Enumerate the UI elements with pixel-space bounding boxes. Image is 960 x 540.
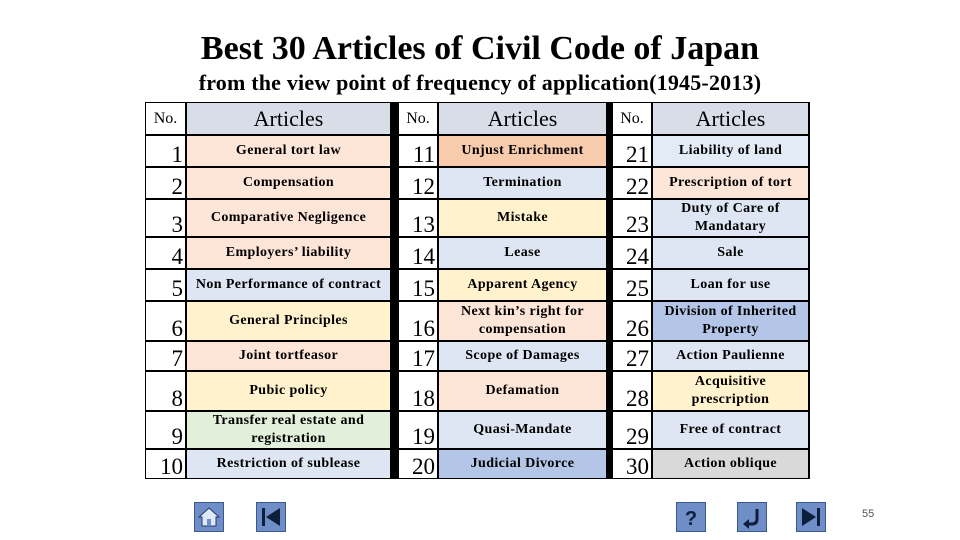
article-rank-text: 16 [412,316,435,340]
article-rank-text: 8 [171,386,183,410]
article-name [439,136,606,166]
article-rank-text: 29 [626,424,649,448]
articles-column-header [187,103,390,134]
article-name-text: Pubic policy [249,382,328,398]
slide-subtitle: from the view point of frequency of application(1945-2013) [198,70,762,95]
no-column-header-text: No. [153,109,178,127]
article-name-text: Restriction of sublease [216,455,361,471]
article-rank-text: 1 [171,142,183,166]
article-rank [399,450,437,478]
article-rank-text: 4 [171,244,183,268]
article-name-text: Prescription of tort [669,174,792,190]
articles-column-header-text: Articles [695,105,766,131]
help-button[interactable] [676,502,706,532]
article-rank [146,412,185,448]
article-rank [146,302,185,340]
article-rank-text: 15 [412,276,435,300]
article-rank [613,302,651,340]
article-rank-text: 28 [626,386,649,410]
article-rank-text: 22 [626,174,649,198]
article-rank-text: 26 [626,316,649,340]
article-name-text: Unjust Enrichment [461,142,584,158]
page-number: 55 [862,508,875,520]
return-button[interactable] [737,502,767,532]
article-name-text: Quasi-Mandate [473,421,572,437]
article-name-text: Sale [717,244,744,260]
article-name [653,302,808,340]
article-rank [146,450,185,478]
article-name [653,168,808,198]
article-name-text: Compensation [242,174,335,190]
article-rank-text: 10 [160,454,183,478]
article-name-text: General Principles [229,312,348,328]
article-name [653,342,808,370]
article-rank [146,342,185,370]
article-name [439,270,606,300]
article-name-text: Action oblique [683,455,778,471]
article-name [187,342,390,370]
article-name [187,372,390,410]
article-rank-text: 23 [626,212,649,236]
article-rank [146,270,185,300]
article-name [187,238,390,268]
first-slide-icon [259,505,283,529]
article-name-text: Scope of Damages [465,347,580,363]
article-name [439,200,606,236]
article-rank [399,136,437,166]
article-name-text: Comparative Negligence [210,209,367,225]
article-name-text: Action Paulienne [676,347,785,363]
articles-table [145,102,810,479]
article-rank [613,412,651,448]
article-name [187,200,390,236]
article-rank [399,200,437,236]
article-rank [146,168,185,198]
article-name-text: Next kin’s right for compensation [461,303,584,337]
first-slide-button[interactable] [256,502,286,532]
home-icon [197,505,221,529]
article-name-text: Non Performance of contract [195,276,382,292]
no-column-header-text: No. [406,109,430,127]
articles-column-header [653,103,808,134]
article-rank [399,302,437,340]
article-rank [146,200,185,236]
article-rank [613,200,651,236]
article-rank [146,372,185,410]
article-rank-text: 17 [412,346,435,370]
article-name [439,372,606,410]
article-name [187,302,390,340]
article-rank-text: 3 [171,212,183,236]
article-rank-text: 14 [412,244,435,268]
article-name-text: Defamation [485,382,560,398]
article-rank-text: 27 [626,346,649,370]
article-name [439,238,606,268]
article-rank [399,270,437,300]
articles-column-header-text: Articles [253,105,324,131]
article-rank [613,136,651,166]
articles-column-header [439,103,606,134]
article-name [187,412,390,448]
article-name [653,200,808,236]
article-name [653,136,808,166]
home-button[interactable] [194,502,224,532]
article-rank [399,342,437,370]
article-rank [613,372,651,410]
article-rank-text: 25 [626,276,649,300]
article-name [653,270,808,300]
article-name [439,302,606,340]
articles-column-header-text: Articles [487,105,558,131]
article-name [439,168,606,198]
no-column-header [399,103,437,134]
article-name-text: General tort law [235,142,342,158]
article-name-text: Acquisitive prescription [691,373,770,407]
article-rank [613,238,651,268]
article-rank-text: 24 [626,244,649,268]
article-name-text: Judicial Divorce [470,455,575,471]
article-name-text: Joint tortfeasor [238,347,339,363]
article-name [439,342,606,370]
no-column-header [146,103,185,134]
article-name [187,168,390,198]
article-rank [399,168,437,198]
no-column-header [613,103,651,134]
article-name [187,270,390,300]
article-name-text: Apparent Agency [467,276,578,292]
article-name-text: Division of Inherited Property [664,303,797,337]
article-name [439,450,606,478]
article-rank [399,372,437,410]
article-name [653,238,808,268]
article-name-text: Employers’ liability [225,244,352,260]
return-arrow-icon [740,505,764,529]
article-rank-text: 5 [171,276,183,300]
article-rank-text: 19 [412,424,435,448]
article-rank [146,238,185,268]
article-rank-text: 7 [171,346,183,370]
article-name [653,412,808,448]
article-rank-text: 13 [412,212,435,236]
article-name-text: Lease [504,244,541,260]
svg-text:?: ? [684,508,698,529]
article-rank [613,168,651,198]
article-rank-text: 20 [412,454,435,478]
article-name-text: Termination [483,174,562,190]
article-name-text: Transfer real estate and registration [212,412,365,446]
article-rank [146,136,185,166]
article-name-text: Free of contract [679,421,782,437]
slide-title: Best 30 Articles of Civil Code of Japan [200,30,760,67]
article-name-text: Loan for use [690,276,771,292]
article-name [439,412,606,448]
last-slide-icon [799,505,823,529]
article-name [653,450,808,478]
article-rank-text: 12 [412,174,435,198]
article-rank-text: 11 [412,142,435,166]
question-icon [679,505,703,529]
article-rank [613,270,651,300]
article-rank-text: 21 [626,142,649,166]
article-name [653,372,808,410]
article-rank [399,412,437,448]
article-rank [613,342,651,370]
article-name [187,450,390,478]
last-slide-button[interactable] [796,502,826,532]
article-name-text: Duty of Care of Mandatary [681,200,780,234]
article-rank [613,450,651,478]
article-name [187,136,390,166]
article-rank-text: 2 [171,174,183,198]
article-rank-text: 30 [626,454,649,478]
article-rank [399,238,437,268]
article-name-text: Liability of land [678,142,783,158]
no-column-header-text: No. [620,109,644,127]
article-rank-text: 6 [171,316,183,340]
article-rank-text: 9 [171,424,183,448]
article-rank-text: 18 [412,386,435,410]
article-name-text: Mistake [496,209,548,225]
